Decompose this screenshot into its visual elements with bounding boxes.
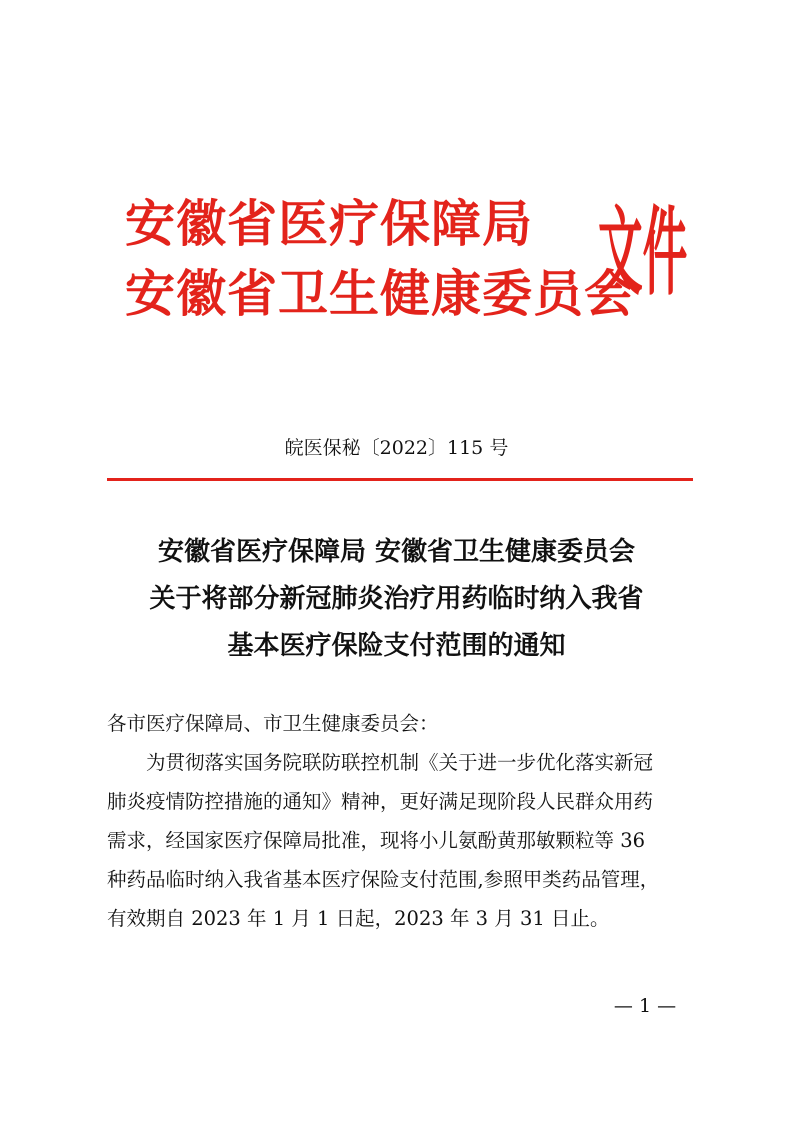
paragraph-line: 为贯彻落实国务院联防联控机制《关于进一步优化落实新冠 (146, 751, 654, 774)
paragraph-line: 需求，经国家医疗保障局批准，现将小儿氨酚黄那敏颗粒等 36 (107, 829, 646, 852)
page-number: — 1 — (613, 995, 677, 1017)
document-label: 文件 (598, 195, 688, 309)
paragraph-line: 有效期自 2023 年 1 月 1 日起，2023 年 3 月 31 日止。 (107, 907, 610, 930)
notice-title-line-3: 基本医疗保险支付范围的通知 (227, 631, 566, 661)
notice-title-line-1: 安徽省医疗保障局 安徽省卫生健康委员会 (157, 537, 636, 567)
notice-title-line-2: 关于将部分新冠肺炎治疗用药临时纳入我省 (149, 584, 644, 614)
salutation: 各市医疗保障局、市卫生健康委员会： (107, 712, 439, 735)
paragraph-line: 种药品临时纳入我省基本医疗保险支付范围,参照甲类药品管理， (107, 868, 660, 891)
document-number: 皖医保秘〔2022〕115 号 (284, 437, 509, 459)
issuing-org-line-2: 安徽省卫生健康委员会 (125, 265, 635, 323)
red-divider-line (107, 478, 693, 481)
issuing-org-line-1: 安徽省医疗保障局 (125, 195, 533, 253)
paragraph-line: 肺炎疫情防控措施的通知》精神，更好满足现阶段人民群众用药 (107, 790, 654, 813)
